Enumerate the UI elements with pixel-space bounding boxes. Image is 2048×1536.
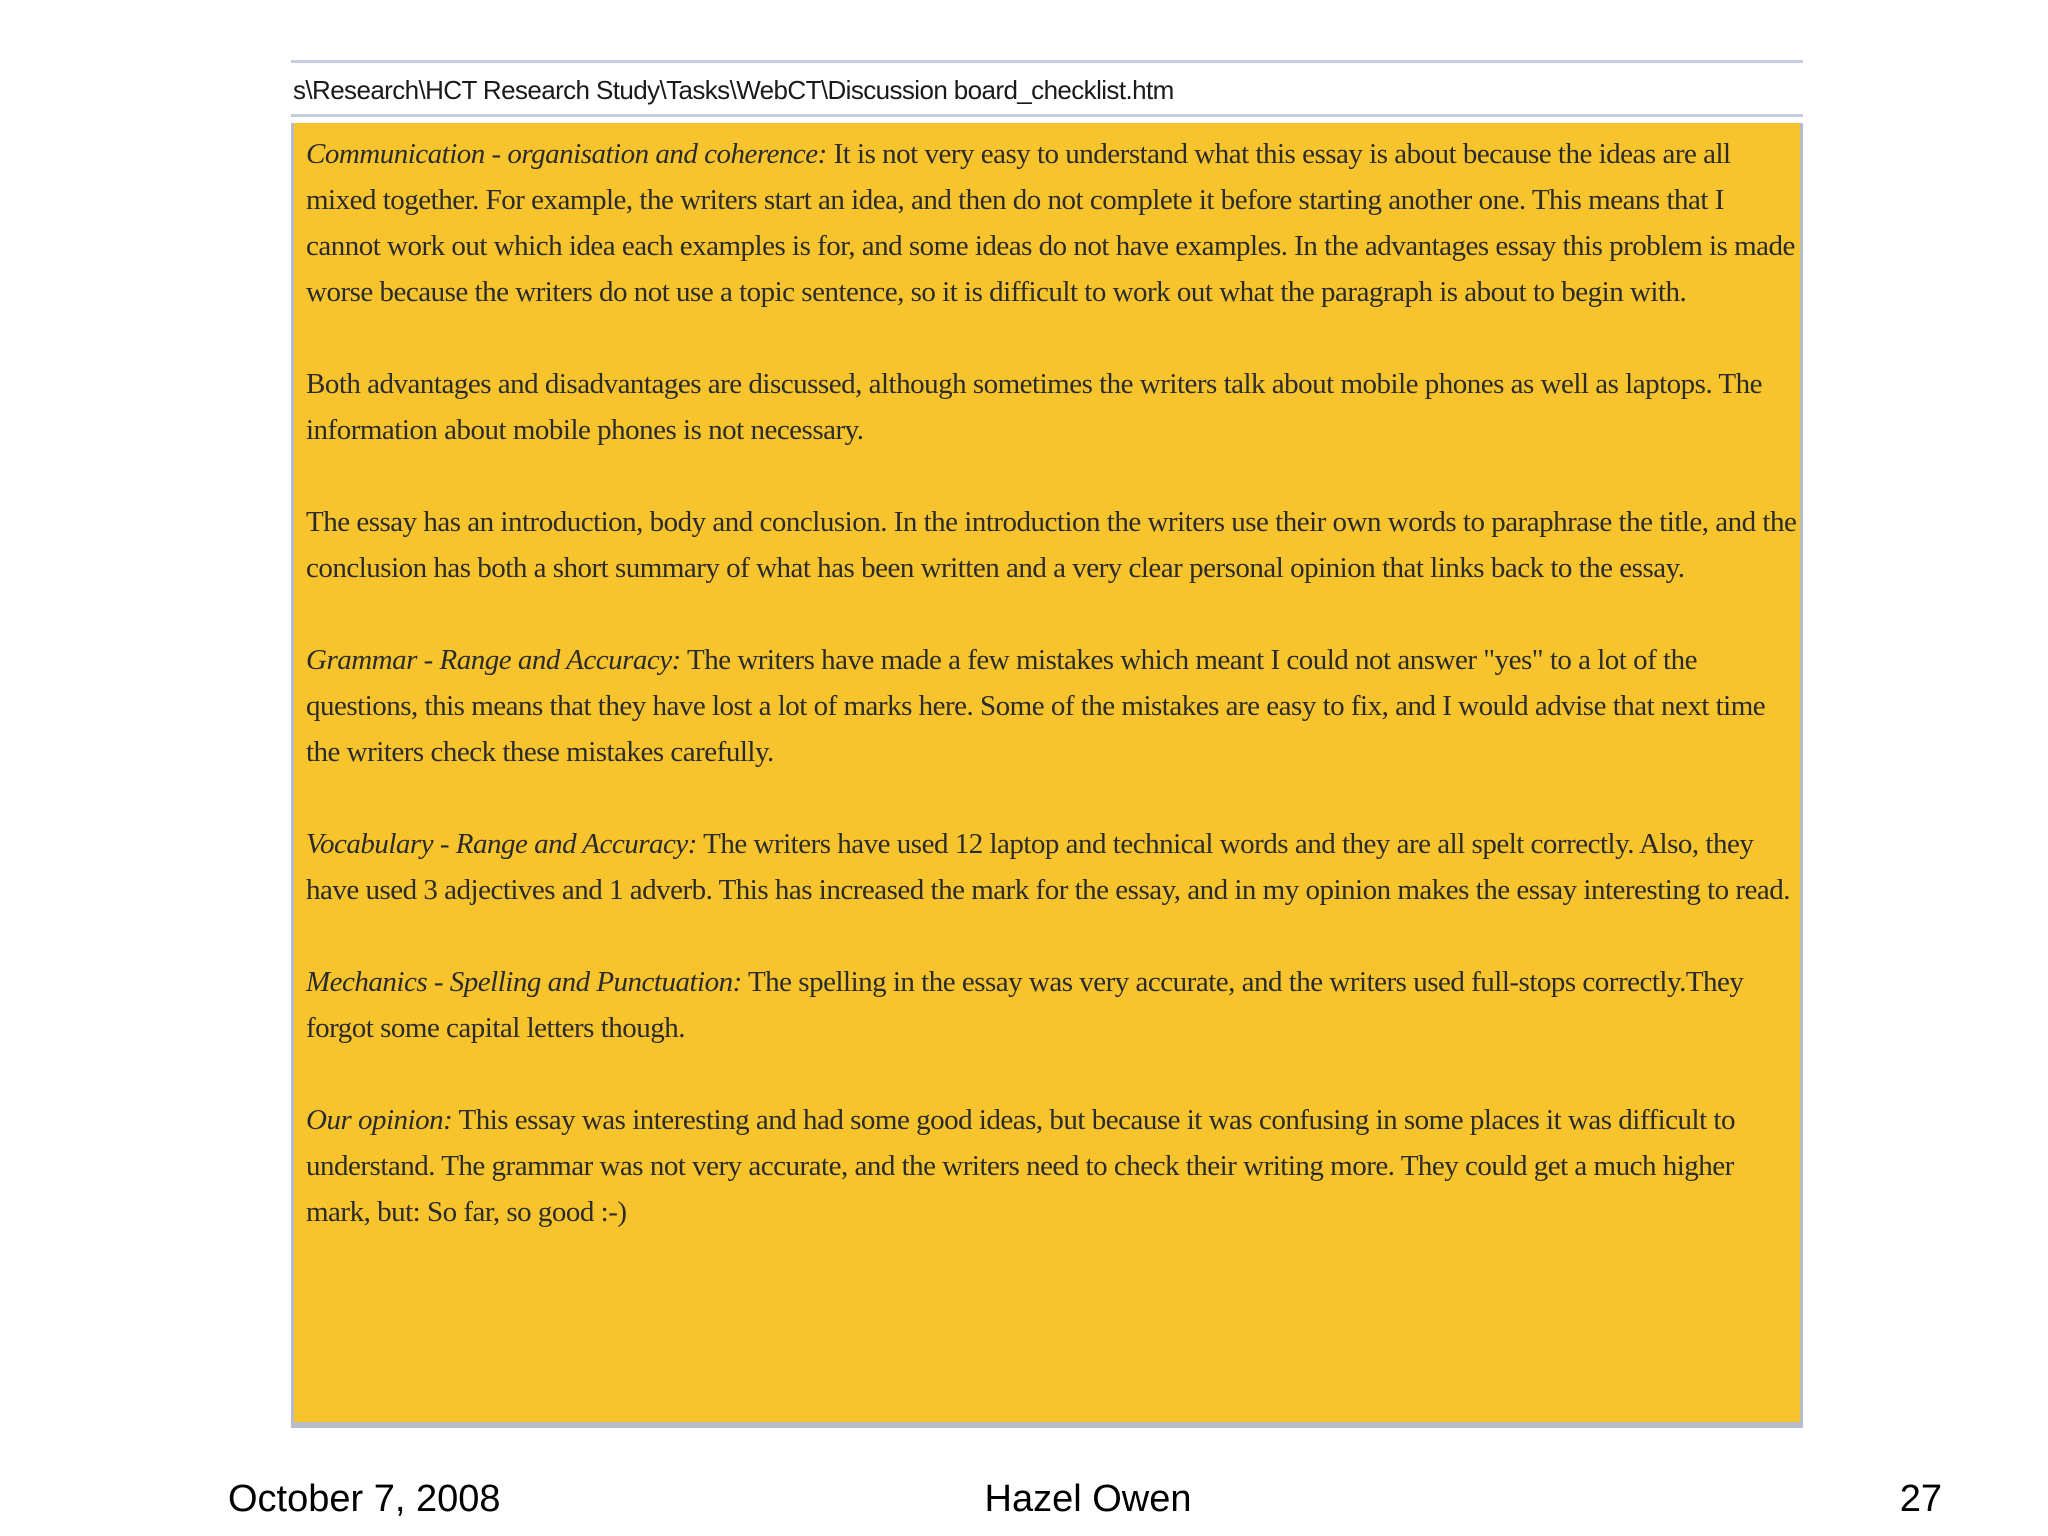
paragraph-advantages-disadvantages	[306, 361, 1798, 453]
paragraph-communication	[306, 131, 1798, 315]
paragraph-mechanics	[306, 959, 1798, 1051]
address-bar-divider	[291, 114, 1803, 117]
document-content-frame	[291, 123, 1803, 1428]
paragraph-heading: Vocabulary - Range and Accuracy:	[306, 828, 697, 860]
footer-date: October 7, 2008	[228, 1478, 501, 1520]
paragraph-structure	[306, 499, 1798, 591]
paragraph-body: Both advantages and disadvantages are discussed, although sometimes the writers talk about mobile phones as well as laptops. The information about mobile phones is not necessary.	[306, 368, 1763, 446]
paragraph-heading: Communication - organisation and coherence:	[306, 138, 827, 170]
feedback-text	[306, 131, 1798, 1235]
paragraph-vocabulary	[306, 821, 1798, 913]
paragraph-opinion	[306, 1097, 1798, 1235]
paragraph-heading: Mechanics - Spelling and Punctuation:	[306, 966, 742, 998]
footer-page-number: 27	[1899, 1478, 1942, 1520]
browser-window-screenshot	[291, 60, 1803, 1428]
window-top-border	[291, 60, 1803, 63]
paragraph-body: The writers have made a few mistakes which meant I could not answer "yes" to a lot of the questions, this means that they have lost a lot of marks here. Some of the mistakes are easy to fix, and I would advise that next time the writers check these mistakes carefully.	[306, 644, 1766, 768]
paragraph-heading: Our opinion:	[306, 1104, 453, 1136]
paragraph-body: The essay has an introduction, body and conclusion. In the introduction the writers use their own words to paraphrase the title, and the conclusion has both a short summary of what has been written and a very clear personal opinion that links back to the essay.	[306, 506, 1797, 584]
paragraph-heading: Grammar - Range and Accuracy:	[306, 644, 681, 676]
paragraph-body: This essay was interesting and had some good ideas, but because it was confusing in some places it was difficult to understand. The grammar was not very accurate, and the writers need to check their writing more. They could get a much higher mark, but: So far, so good :-)	[306, 1104, 1735, 1228]
paragraph-body: It is not very easy to understand what this essay is about because the ideas are all mixed together. For example, the writers start an idea, and then do not complete it before starting another one. This means that I cannot work out which idea each examples is for, and some ideas do not have examples. In the advantages essay this problem is made worse because the writers do not use a topic sentence, so it is difficult to work out what the paragraph is about to begin with.	[306, 138, 1795, 308]
address-path: s\Research\HCT Research Study\Tasks\WebCT\Discussion board_checklist.htm	[293, 74, 1174, 105]
address-bar[interactable]	[291, 69, 1803, 111]
paragraph-body: The spelling in the essay was very accurate, and the writers used full-stops correctly.They forgot some capital letters though.	[306, 966, 1744, 1044]
paragraph-grammar	[306, 637, 1798, 775]
footer-author: Hazel Owen	[984, 1478, 1192, 1520]
paragraph-body: The writers have used 12 laptop and technical words and they are all spelt correctly. Also, they have used 3 adjectives and 1 adverb. This has increased the mark for the essay, and in my opinion makes the essay interesting to read.	[306, 828, 1791, 906]
